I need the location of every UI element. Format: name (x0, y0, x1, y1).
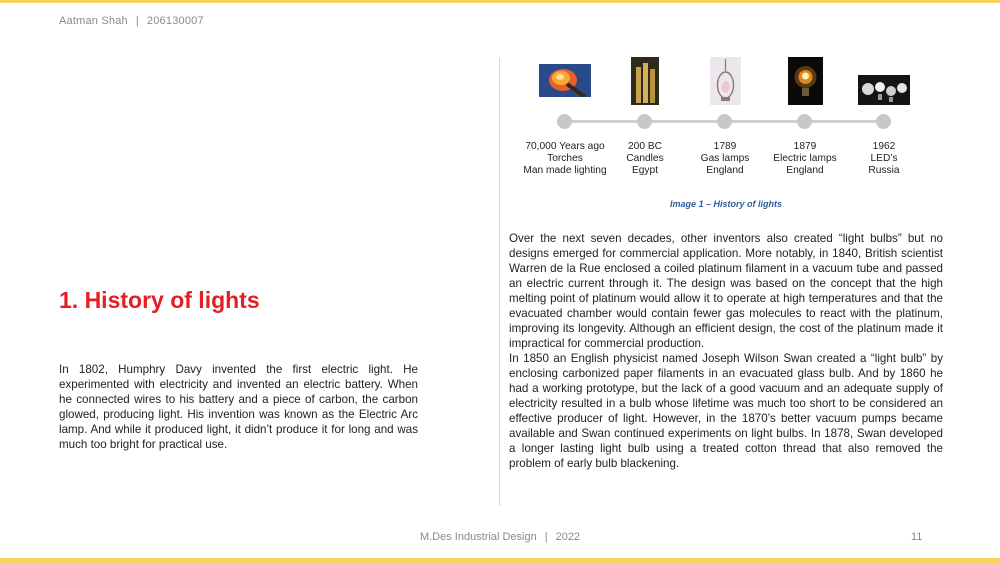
column-divider (499, 58, 500, 506)
program-name: M.Des Industrial Design (419, 531, 537, 543)
page-footer (0, 531, 1000, 543)
timeline-label: 1962 LED’s Russia (868, 141, 900, 176)
timeline-label: 1789 Gas lamps England (700, 141, 750, 176)
timeline-dot (637, 114, 652, 129)
timeline-dot (557, 114, 572, 129)
torch-icon (539, 64, 591, 97)
timeline-item-leds (834, 50, 934, 176)
footer-separator: | (544, 531, 548, 543)
timeline-label: 1879 Electric lamps England (773, 141, 837, 176)
section-title: 1. History of lights (59, 287, 260, 313)
header-separator: | (135, 15, 139, 27)
gas-lamp-icon (710, 57, 741, 105)
page-header (59, 15, 204, 27)
student-id: 206130007 (146, 15, 204, 27)
top-rule (0, 0, 1000, 3)
timeline-dot (717, 114, 732, 129)
timeline-dot (797, 114, 812, 129)
paragraph: In 1850 an English physicist named Joseph Wilson Swan created a “light bulb” by enclosing carbonized paper filaments in an evacuated glass bulb. And by 1860 he had a working prototype, but the lack of a good vacuum and an adequate supply of electricity resulted in a bulb whose lifetime was much too short to be considered an effective producer of light. However, in the 1870’s better vacuum pumps became available and Swan continued experiments on light bulbs. In 1878, Swan developed a longer lasting light bulb using a treated cotton thread that also removed the problem of early bulb blackening. (509, 352, 943, 470)
paragraph: Over the next seven decades, other inventors also created “light bulbs” but no designs emerged for commercial application. More notably, in 1840, British scientist Warren de la Rue enclosed a coiled platinum filament in a vacuum tube and passed an electric current through it. The design was based on the concept that the high melting point of platinum would allow it to operate at high temperatures and that the evacuated chamber would contain fewer gas molecules to react with the platinum, improving its longevity. Although an efficient design, the cost of the platinum made it impractical for commercial production. (509, 232, 943, 350)
timeline-dot (876, 114, 891, 129)
timeline-label: 70,000 Years ago Torches Man made lighting (523, 141, 607, 176)
intro-paragraph: In 1802, Humphry Davy invented the first electric light. He experimented with electricity and invented an electric battery. When he connected wires to his battery and a piece of carbon, the carbon glowed, producing light. His invention was known as the Electric Arc lamp. And while it produced light, it didn’t produce it for long and was much too bright for practical use. (59, 363, 418, 451)
timeline-label: 200 BC Candles Egypt (626, 141, 664, 176)
history-text (509, 231, 943, 471)
history-timeline (510, 50, 940, 190)
image-caption: Image 1 – History of lights (669, 199, 783, 209)
footer-year: 2022 (555, 531, 581, 543)
page-number: 11 (911, 531, 923, 543)
electric-bulb-icon (788, 57, 823, 105)
led-bulbs-icon (858, 75, 910, 105)
author-name: Aatman Shah (59, 15, 128, 27)
candles-icon (631, 57, 659, 105)
bottom-rule (0, 558, 1000, 563)
